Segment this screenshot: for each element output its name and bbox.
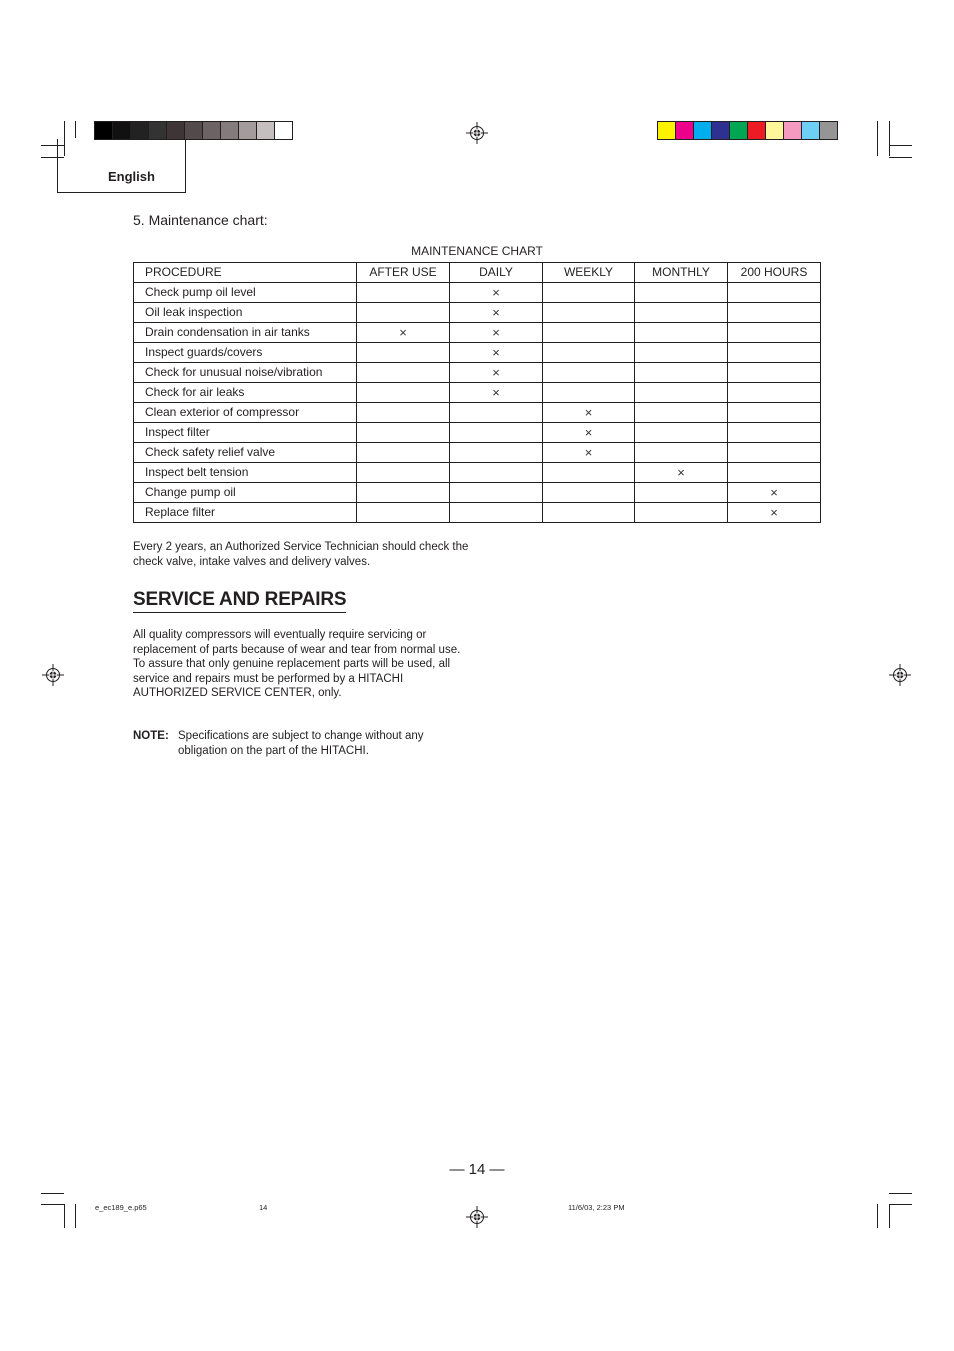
table-row (134, 343, 821, 363)
procedure-cell: Check pump oil level (134, 283, 357, 303)
schedule-mark-cell: × (450, 383, 543, 403)
color-swatch (203, 122, 221, 139)
procedure-cell: Change pump oil (134, 483, 357, 503)
color-swatch (658, 122, 676, 139)
registration-mark-icon (889, 664, 911, 686)
service-repairs-body: All quality compressors will eventually require servicing or replacement of parts because of wear and tear from normal use. To assure that only genuine replacement parts will be used, all service and repairs must be performed by a HITACHI AUTHORIZED SERVICE CENTER, only. (133, 629, 461, 699)
column-header: PROCEDURE (134, 263, 357, 283)
crop-mark (877, 121, 878, 156)
schedule-mark-cell (357, 443, 450, 463)
schedule-mark-cell (635, 383, 728, 403)
column-header: AFTER USE (357, 263, 450, 283)
color-swatch (748, 122, 766, 139)
procedure-cell: Inspect filter (134, 423, 357, 443)
schedule-mark-cell (357, 343, 450, 363)
procedure-cell: Check safety relief valve (134, 443, 357, 463)
table-row (134, 363, 821, 383)
maintenance-chart-table (133, 262, 821, 523)
registration-mark-icon (466, 122, 488, 144)
crop-mark (75, 1204, 76, 1228)
table-row (134, 463, 821, 483)
table-row (134, 443, 821, 463)
column-header: 200 HOURS (728, 263, 821, 283)
schedule-mark-cell (357, 403, 450, 423)
schedule-mark-cell: × (543, 403, 635, 423)
schedule-mark-cell (728, 403, 821, 423)
table-row (134, 403, 821, 423)
schedule-mark-cell (450, 483, 543, 503)
schedule-mark-cell (635, 303, 728, 323)
schedule-mark-cell (543, 303, 635, 323)
schedule-mark-cell (450, 423, 543, 443)
schedule-mark-cell (635, 443, 728, 463)
schedule-mark-cell (728, 383, 821, 403)
color-swatch (167, 122, 185, 139)
table-row (134, 303, 821, 323)
schedule-mark-cell (728, 423, 821, 443)
column-header: MONTHLY (635, 263, 728, 283)
table-row (134, 323, 821, 343)
procedure-cell: Inspect guards/covers (134, 343, 357, 363)
schedule-mark-cell (450, 403, 543, 423)
schedule-mark-cell (357, 303, 450, 323)
schedule-mark-cell (543, 343, 635, 363)
schedule-mark-cell (543, 463, 635, 483)
crop-mark (41, 1193, 64, 1194)
color-swatch (820, 122, 837, 139)
schedule-mark-cell (635, 403, 728, 423)
schedule-mark-cell (728, 343, 821, 363)
schedule-mark-cell (357, 503, 450, 523)
procedure-cell: Drain condensation in air tanks (134, 323, 357, 343)
crop-mark (889, 157, 912, 158)
schedule-mark-cell: × (635, 463, 728, 483)
schedule-mark-cell (728, 443, 821, 463)
color-swatch (113, 122, 131, 139)
procedure-cell: Replace filter (134, 503, 357, 523)
language-tab-frame (57, 139, 186, 193)
schedule-mark-cell: × (450, 303, 543, 323)
procedure-cell: Oil leak inspection (134, 303, 357, 323)
table-row (134, 283, 821, 303)
schedule-mark-cell (450, 443, 543, 463)
schedule-mark-cell (635, 423, 728, 443)
procedure-cell: Check for air leaks (134, 383, 357, 403)
table-row (134, 423, 821, 443)
schedule-mark-cell (357, 463, 450, 483)
table-row (134, 483, 821, 503)
color-swatch (802, 122, 820, 139)
schedule-mark-cell (543, 283, 635, 303)
crop-mark (75, 121, 76, 138)
footer-timestamp: 11/6/03, 2:23 PM (568, 1203, 625, 1212)
crop-mark (889, 1204, 890, 1228)
color-swatch (239, 122, 257, 139)
color-swatch (149, 122, 167, 139)
color-swatch (694, 122, 712, 139)
color-swatch (730, 122, 748, 139)
schedule-mark-cell (543, 323, 635, 343)
color-swatch (131, 122, 149, 139)
color-swatch (95, 122, 113, 139)
schedule-mark-cell: × (728, 483, 821, 503)
schedule-mark-cell (543, 363, 635, 383)
schedule-mark-cell (635, 343, 728, 363)
schedule-mark-cell (728, 363, 821, 383)
table-header-row (134, 263, 821, 283)
registration-mark-icon (42, 664, 64, 686)
schedule-mark-cell (543, 383, 635, 403)
schedule-mark-cell (357, 483, 450, 503)
schedule-mark-cell (357, 363, 450, 383)
schedule-mark-cell (450, 463, 543, 483)
schedule-mark-cell: × (543, 423, 635, 443)
crop-mark (41, 1204, 64, 1205)
note-label: NOTE: (133, 730, 169, 742)
registration-mark-icon (466, 1206, 488, 1228)
crop-mark (889, 121, 890, 156)
schedule-mark-cell (357, 423, 450, 443)
footer-page: 14 (259, 1203, 268, 1212)
procedure-cell: Check for unusual noise/vibration (134, 363, 357, 383)
crop-mark (889, 1204, 912, 1205)
schedule-mark-cell (728, 283, 821, 303)
schedule-mark-cell (450, 503, 543, 523)
schedule-mark-cell (728, 463, 821, 483)
color-swatch (784, 122, 802, 139)
table-row (134, 383, 821, 403)
schedule-mark-cell: × (357, 323, 450, 343)
schedule-mark-cell (543, 483, 635, 503)
schedule-mark-cell: × (728, 503, 821, 523)
service-repairs-heading: SERVICE AND REPAIRS (133, 589, 346, 613)
schedule-mark-cell: × (450, 343, 543, 363)
color-swatch (257, 122, 275, 139)
schedule-mark-cell (728, 323, 821, 343)
color-swatch (766, 122, 784, 139)
procedure-cell: Clean exterior of compressor (134, 403, 357, 423)
schedule-mark-cell: × (543, 443, 635, 463)
table-row (134, 503, 821, 523)
crop-mark (64, 1204, 65, 1228)
schedule-mark-cell (357, 383, 450, 403)
procedure-cell: Inspect belt tension (134, 463, 357, 483)
schedule-mark-cell (635, 483, 728, 503)
schedule-mark-cell: × (450, 323, 543, 343)
page-number: — 14 — (449, 1161, 505, 1178)
grayscale-calibration-bar (94, 121, 293, 140)
column-header: DAILY (450, 263, 543, 283)
crop-mark (877, 1204, 878, 1228)
schedule-mark-cell (357, 283, 450, 303)
color-swatch (221, 122, 239, 139)
schedule-mark-cell (635, 503, 728, 523)
schedule-mark-cell (635, 283, 728, 303)
valve-check-note: Every 2 years, an Authorized Service Technician should check the check valve, intake valves and delivery valves. (133, 541, 469, 568)
schedule-mark-cell (635, 323, 728, 343)
footer-file-name: e_ec189_e.p65 (95, 1203, 147, 1212)
crop-mark (889, 145, 912, 146)
section-heading: 5. Maintenance chart: (133, 212, 268, 228)
color-swatch (712, 122, 730, 139)
crop-mark (889, 1193, 912, 1194)
color-swatch (275, 122, 292, 139)
chart-caption: MAINTENANCE CHART (411, 244, 543, 258)
column-header: WEEKLY (543, 263, 635, 283)
color-swatch (676, 122, 694, 139)
color-calibration-bar (657, 121, 838, 140)
schedule-mark-cell: × (450, 283, 543, 303)
note-body: Specifications are subject to change without any obligation on the part of the HITACHI. (178, 730, 424, 757)
schedule-mark-cell (543, 503, 635, 523)
schedule-mark-cell: × (450, 363, 543, 383)
schedule-mark-cell (728, 303, 821, 323)
schedule-mark-cell (635, 363, 728, 383)
language-label: English (108, 169, 155, 184)
color-swatch (185, 122, 203, 139)
